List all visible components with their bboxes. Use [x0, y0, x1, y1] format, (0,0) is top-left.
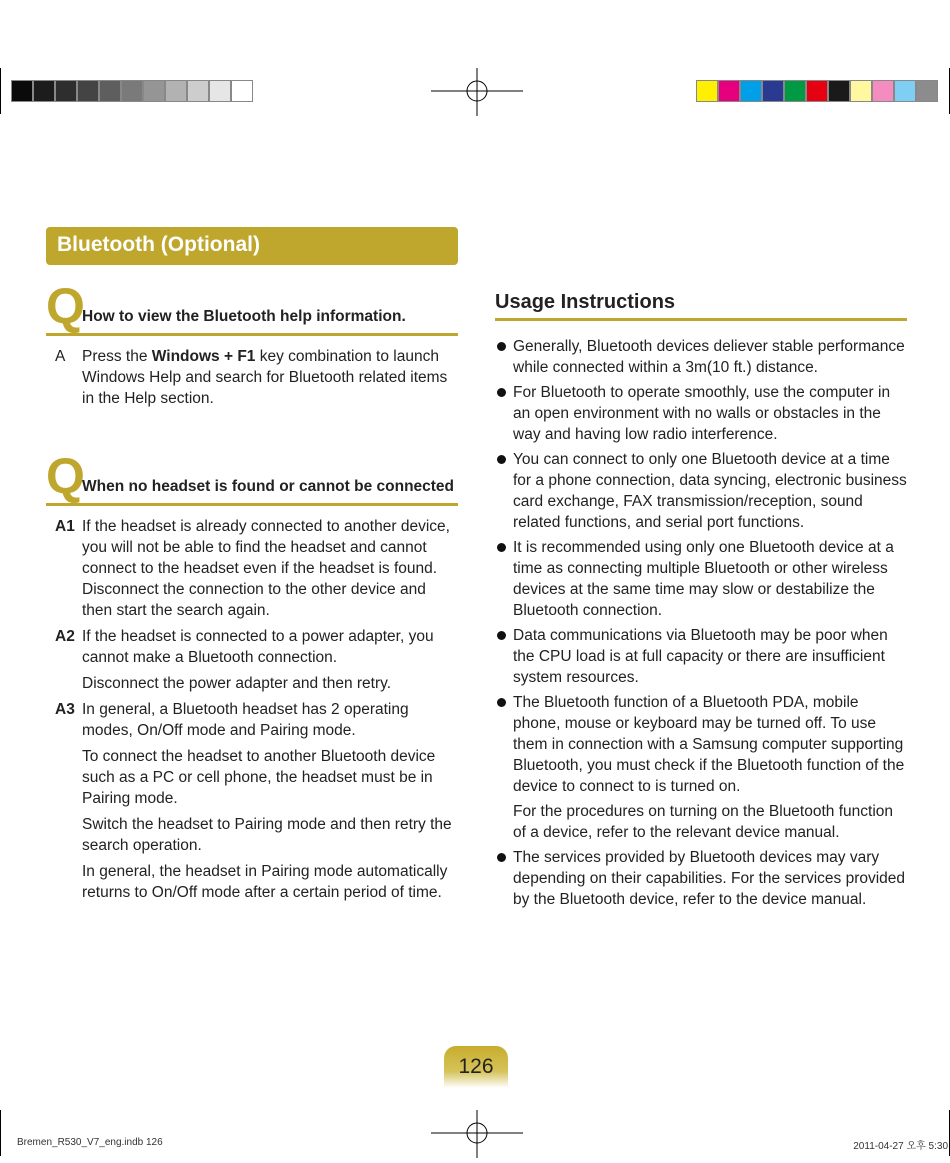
bullet-icon [497, 543, 506, 552]
registration-mark-bottom [431, 1110, 523, 1158]
q-marker: Q [46, 448, 85, 504]
faq-question [46, 278, 458, 336]
color-swatch [850, 80, 872, 102]
color-calibration-strip [696, 80, 938, 102]
color-swatch [740, 80, 762, 102]
bullet-icon [497, 455, 506, 464]
usage-title: Usage Instructions [495, 289, 907, 321]
crop-mark-left [0, 68, 1, 114]
list-item [495, 692, 907, 843]
usage-list [495, 336, 907, 910]
answer-body [82, 626, 458, 694]
list-item [495, 537, 907, 621]
answer-text: Press the [82, 348, 152, 365]
color-swatch [762, 80, 784, 102]
answer-paragraph: Switch the headset to Pairing mode and then retry the search operation. [82, 816, 452, 854]
answer-paragraph [82, 346, 458, 409]
q-marker: Q [46, 278, 85, 334]
color-swatch [55, 80, 77, 102]
question-text: When no headset is found or cannot be connected [82, 478, 455, 495]
color-swatch [165, 80, 187, 102]
section-title: Bluetooth (Optional) [57, 233, 260, 256]
answer-paragraph: Disconnect the power adapter and then retry. [82, 675, 392, 692]
answer-paragraph: If the headset is connected to a power adapter, you cannot make a Bluetooth connection. [82, 628, 434, 666]
color-swatch [99, 80, 121, 102]
page-number-tab [444, 1046, 508, 1088]
bullet-text: Generally, Bluetooth devices deliever stable performance while connected within a 3m(10 ft.) distance. [513, 338, 905, 376]
color-swatch [121, 80, 143, 102]
bullet-icon [497, 388, 506, 397]
color-swatch [209, 80, 231, 102]
bullet-text: You can connect to only one Bluetooth device at a time for a phone connection, data syncing, electronic business card exchange, FAX transmission/reception, sound related functions, and serial port functions. [513, 451, 907, 531]
page-number: 126 [458, 1055, 494, 1078]
crop-mark-bottom-left [0, 1110, 1, 1156]
answer-paragraph: To connect the headset to another Bluetooth device such as a PC or cell phone, the headset must be in Pairing mode. [82, 748, 436, 807]
bullet-text: For the procedures on turning on the Bluetooth function of a device, refer to the relevant device manual. [513, 803, 893, 841]
faq-question [46, 448, 458, 506]
faq-answers [46, 346, 458, 409]
color-swatch [11, 80, 33, 102]
color-swatch [77, 80, 99, 102]
answer-label: A [55, 348, 66, 365]
answer-label: A2 [55, 628, 75, 645]
list-item [495, 847, 907, 910]
bullet-icon [497, 631, 506, 640]
color-swatch [187, 80, 209, 102]
list-item [495, 449, 907, 533]
answer-a3 [46, 699, 458, 903]
key-combination: Windows + F1 [151, 348, 256, 365]
color-swatch [696, 80, 718, 102]
bullet-icon [497, 853, 506, 862]
answer-body [82, 346, 458, 409]
color-swatch [231, 80, 253, 102]
usage-column [495, 289, 907, 914]
bullet-text: The services provided by Bluetooth devices may vary depending on their capabilities. For the services provided by the Bluetooth device, refer to the device manual. [513, 849, 906, 908]
question-text: How to view the Bluetooth help information. [82, 308, 406, 325]
color-swatch [33, 80, 55, 102]
bullet-text: The Bluetooth function of a Bluetooth PDA, mobile phone, mouse or keyboard may be turned off. To use them in connection with a Samsung computer supporting Bluetooth, you must check if the Bluetooth function of the device to connect to is turned on. [513, 694, 905, 795]
answer-paragraph: In general, a Bluetooth headset has 2 operating modes, On/Off mode and Pairing mode. [82, 701, 409, 739]
answer-a1 [46, 516, 458, 621]
bullet-text: For Bluetooth to operate smoothly, use the computer in an open environment with no walls or obstacles in the way and having low radio interference. [513, 384, 891, 443]
footer-timestamp: 2011-04-27 오후 5:30 [853, 1141, 948, 1152]
list-item [495, 625, 907, 688]
registration-mark-top [431, 68, 523, 116]
answer-text: key combination to launch Windows Help and search for Bluetooth related items in the Help section. [82, 348, 448, 407]
faq-answers [46, 516, 458, 903]
bullet-text: Data communications via Bluetooth may be poor when the CPU load is at full capacity or there are insufficient system resources. [513, 627, 888, 686]
answer-label: A1 [55, 518, 75, 535]
faq-column [46, 278, 458, 908]
answer-body [82, 516, 458, 621]
bullet-icon [497, 698, 506, 707]
bullet-icon [497, 342, 506, 351]
color-swatch [784, 80, 806, 102]
answer-body [82, 699, 458, 903]
answer-paragraph: In general, the headset in Pairing mode automatically returns to On/Off mode after a certain period of time. [82, 863, 448, 901]
answer-a2 [46, 626, 458, 694]
answer-paragraph: If the headset is already connected to another device, you will not be able to find the headset and cannot connect to the headset even if the headset is found. Disconnect the connection to the other device and then start the search again. [82, 518, 450, 619]
color-swatch [718, 80, 740, 102]
answer-a [46, 346, 458, 409]
color-swatch [894, 80, 916, 102]
answer-label: A3 [55, 701, 75, 718]
color-swatch [916, 80, 938, 102]
faq-item-headset [46, 448, 458, 903]
color-swatch [806, 80, 828, 102]
list-item [495, 382, 907, 445]
color-swatch [828, 80, 850, 102]
section-banner [46, 227, 458, 265]
color-swatch [143, 80, 165, 102]
bullet-text: It is recommended using only one Bluetooth device at a time as connecting multiple Bluetooth or other wireless devices at the same time may slow or destabilize the Bluetooth connection. [513, 539, 894, 619]
faq-item-help [46, 278, 458, 409]
gray-calibration-strip [11, 80, 253, 102]
list-item [495, 336, 907, 378]
color-swatch [872, 80, 894, 102]
footer-file-info: Bremen_R530_V7_eng.indb 126 [17, 1137, 163, 1148]
